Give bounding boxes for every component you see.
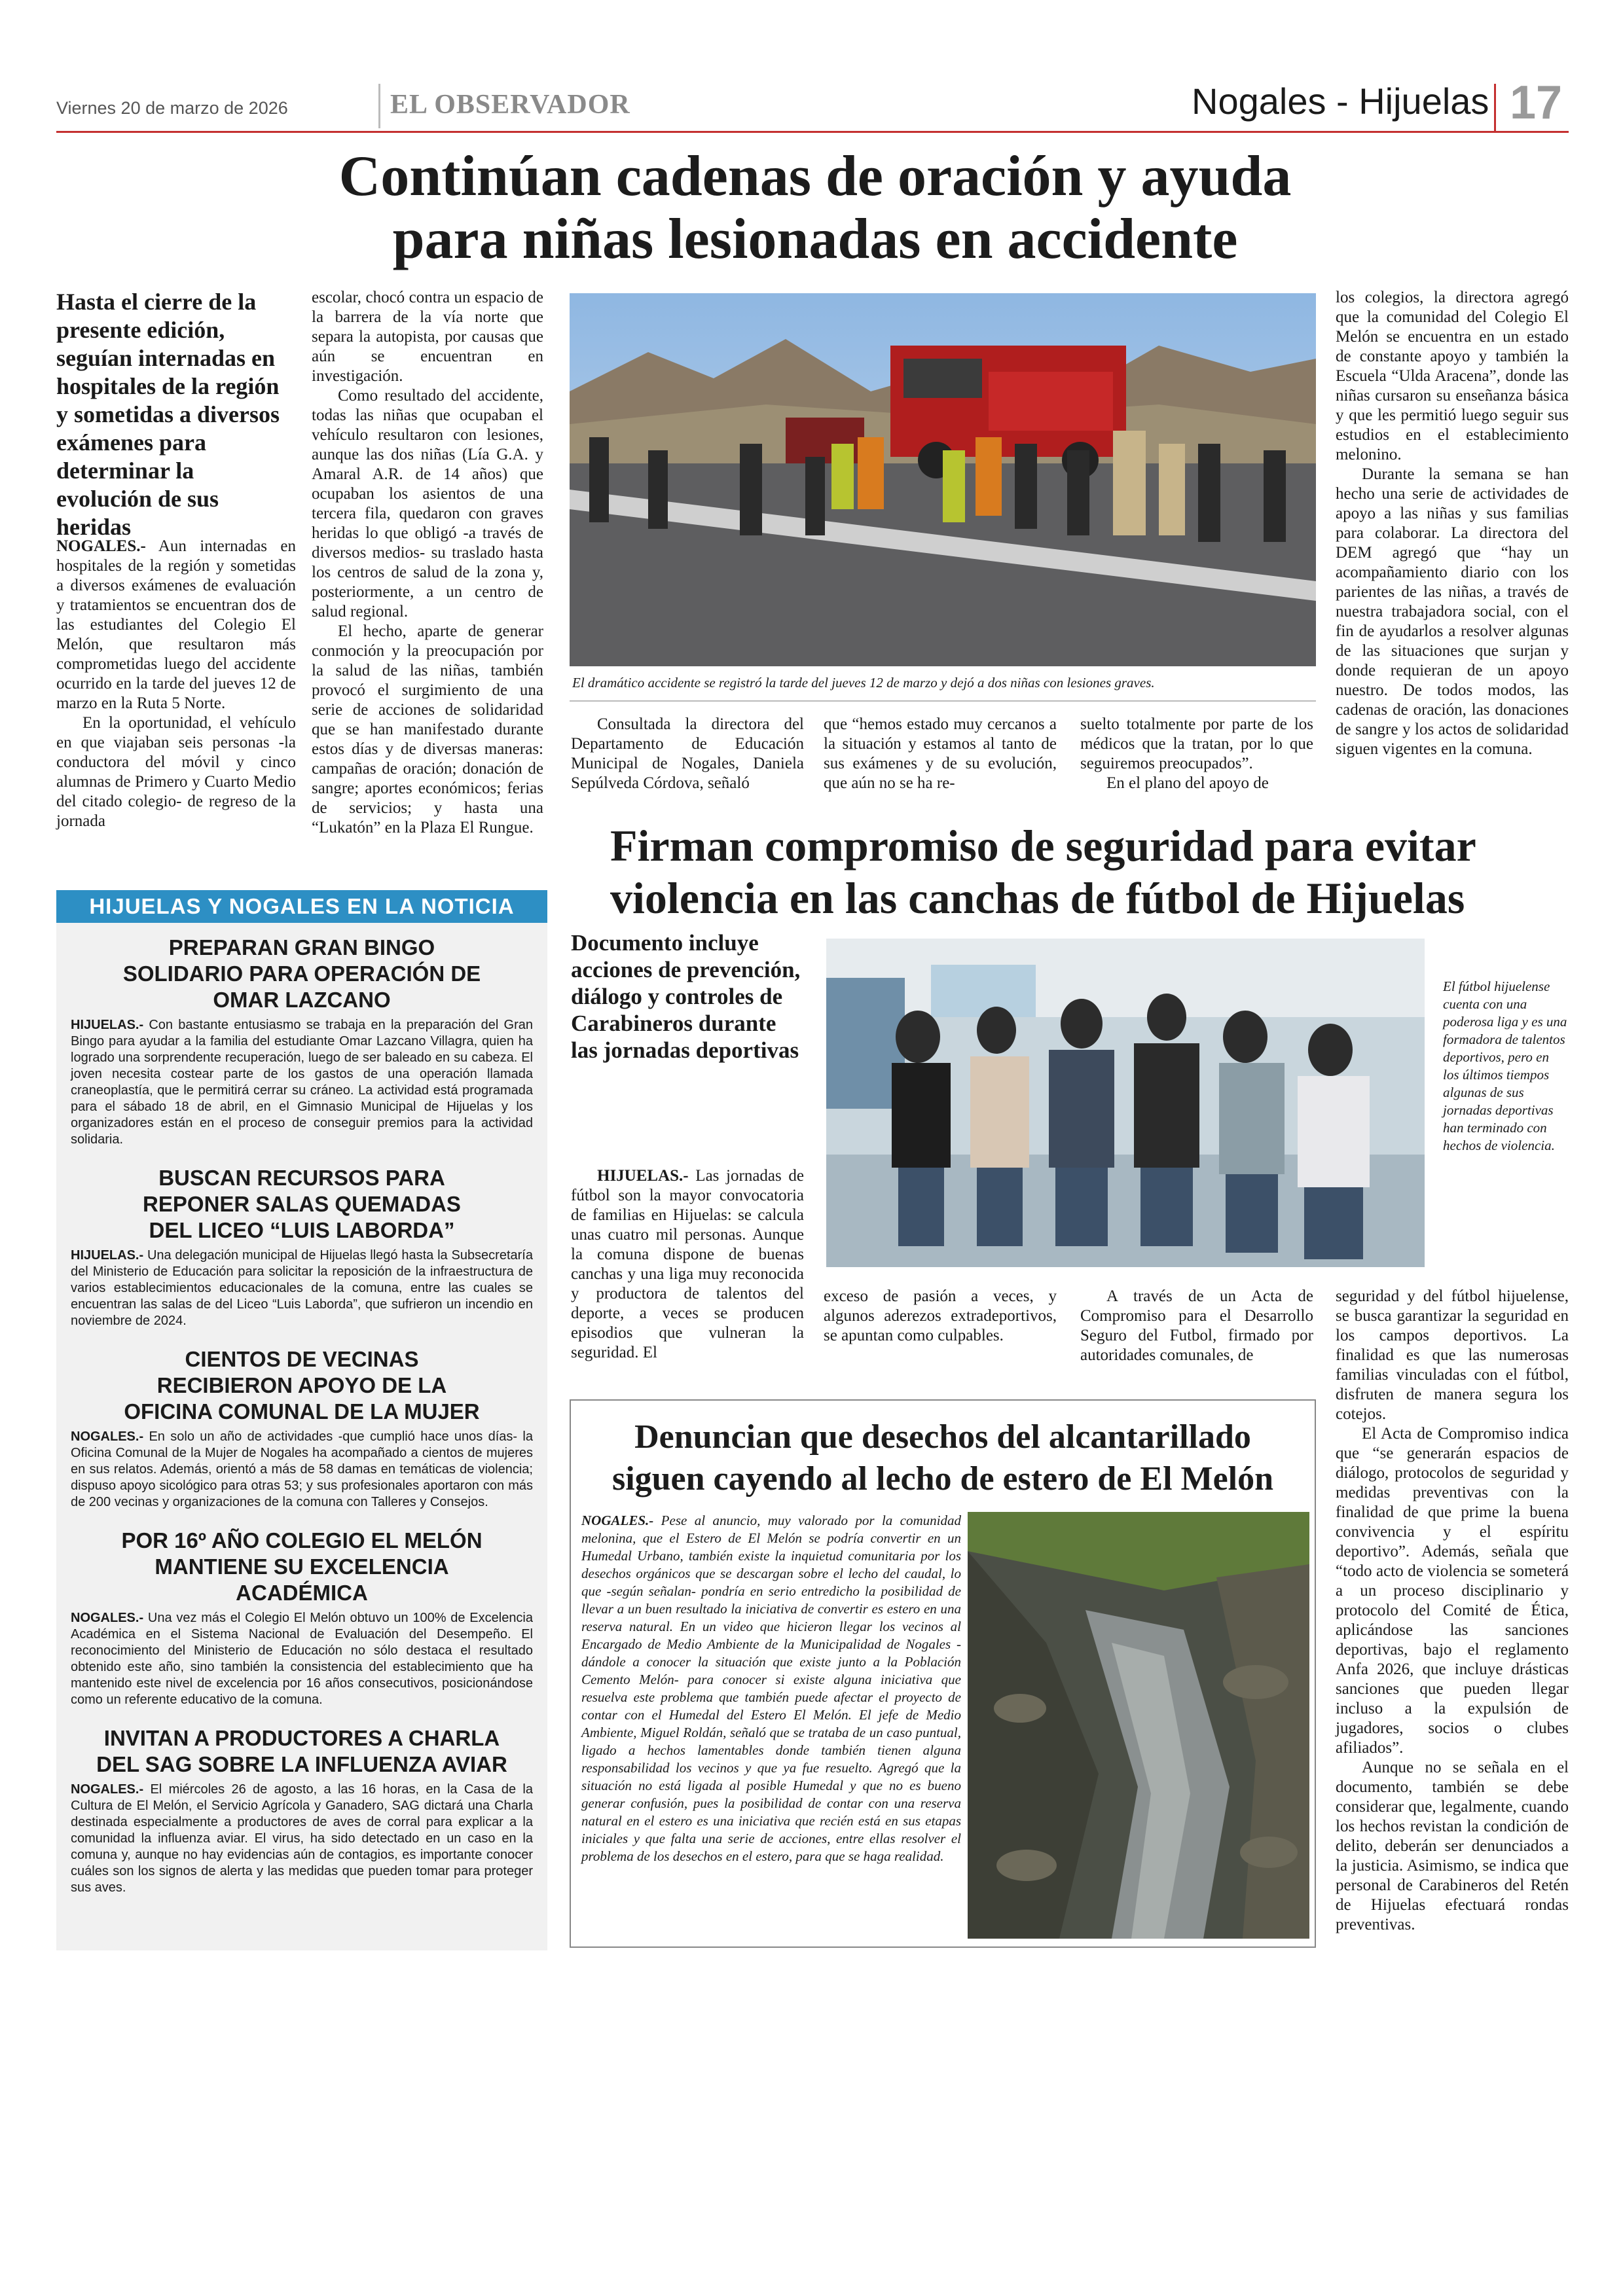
article1-col1-p1: Aun internadas en hospitales de la región y sometidas a diversos exámenes de evaluación y tratamientos se encuentran dos de las estudiantes del Colegio El Melón, que resultaron más comprometidas luego del accidente ocurrido en la tarde del jueves 12 de marzo en la Ruta 5 Norte. — [56, 537, 297, 712]
article2-dateline: HIJUELAS.- — [597, 1167, 689, 1185]
masthead: EL OBSERVADOR — [390, 90, 630, 120]
news-item-title: BUSCAN RECURSOS PARA REPONER SALAS QUEMADAS DEL LICEO “LUIS LABORDA” — [143, 1166, 461, 1242]
news-item — [56, 1708, 547, 1896]
stream-photo-illustration — [968, 1512, 1309, 1939]
article3-body — [581, 1512, 961, 1865]
article1-subhead: Hasta el cierre de la presente edición, seguían internadas en hospitales de la región y sometidas a diversos exámenes para determinar la evolución de sus heridas — [56, 289, 280, 540]
news-item-body: Una vez más el Colegio El Melón obtuvo un 100% de Excelencia Académica en el Sistema Nacional de Evaluación del Desempeño. El reconocimiento del Ministerio de Educación no sólo destaca el resultado obtenido este año, sino también la consistencia del establecimiento que ha mantenido este nivel de excelencia por 16 años consecutivos, posicionándose como un referente educativo de la comuna. — [71, 1611, 534, 1707]
article2-col4 — [1336, 1287, 1569, 1935]
article1-col2-p2: Como resultado del accidente, todas las niñas que ocupaban el vehículo resultaron con lesiones, aunque las dos niñas (Lía G.A. y Amaral A.R. de 14 años) que ocupaban los asientos de una tercera fila, quedaron con graves heridas lo que obligó -a través de diversos medios- su traslado hasta los centros de salud de la zona y, posteriormente, a un centro de salud regional. — [312, 387, 543, 620]
article1-col1 — [56, 537, 296, 831]
article1-col6 — [1336, 288, 1569, 759]
article1-col4-p1: que “hemos estado muy cercanos a la situación y estamos al tanto de sus exámenes y de su evolución, que aún no se ha re- — [824, 715, 1057, 792]
news-item-body: En solo un año de actividades -que cumplió hace unos días- la Oficina Comunal de la Mujer de Nogales ha acompañado a cientos de mujeres en sus relatos. Además, orientó a más de 58 damas en temáticas de violencia; dispuso apoyo sicológico para otras 53; y sus profesionales aportaron con más de 200 vecinas y organizaciones de la comuna con Talleres y Consejos. — [71, 1429, 533, 1509]
news-item-dateline: HIJUELAS.- — [71, 1248, 144, 1263]
article3-headline — [571, 1416, 1315, 1500]
article1-col6-p2: Durante la semana se han hecho una serie de actividades de apoyo a las niñas y sus familias para colaborar. La directora del DEM agregó que “hay un acompañamiento diario con los parientes de las niñas, a través de nuestra trabajadora social, con el fin de ayudarlos a resolver algunas de las situaciones que surjan y donde requieran de un apoyo nuestro. De todos modos, las cadenas de oración, las donaciones de sangre y los actos de solidaridad siguen vigentes en la comuna. — [1336, 465, 1569, 758]
article2-col1 — [571, 1166, 804, 1363]
article3-headline-line1: Denuncian que desechos del alcantarillado — [634, 1418, 1251, 1456]
article2-col2 — [824, 1287, 1057, 1346]
article2-headline-line1: Firman compromiso de seguridad para evitar — [610, 821, 1476, 870]
news-item — [56, 1511, 547, 1708]
news-item-title: CIENTOS DE VECINAS RECIBIERON APOYO DE LA OFICINA COMUNAL DE LA MUJER — [124, 1347, 480, 1424]
article1-col5 — [1080, 715, 1313, 793]
accident-photo-illustration — [570, 293, 1316, 666]
news-item-body: Una delegación municipal de Hijuelas llegó hasta la Subsecretaría del Ministerio de Educación para solicitar la reposición de la infraestructura de varios establecimientos educacionales de la comuna, entre las cuales se encuentran las salas de del Liceo “Luis Laborda”, que sufrieron un incendio en noviembre de 2024. — [71, 1248, 533, 1328]
news-item-title: POR 16º AÑO COLEGIO EL MELÓN MANTIENE SU EXCELENCIA ACADÉMICA — [121, 1528, 483, 1605]
article2-headline-line2: violencia en las canchas de fútbol de Hijuelas — [610, 873, 1465, 923]
news-item-title: INVITAN A PRODUCTORES A CHARLA DEL SAG SOBRE LA INFLUENZA AVIAR — [96, 1726, 507, 1776]
article1-col2-p3: El hecho, aparte de generar conmoción y la preocupación por la salud de las niñas, también provocó el surgimiento de una serie de acciones de solidaridad que se han manifestado durante estos días y de diversas maneras: campañas de oración; donación de sangre; aportes económicos; ferias de servicios; y hasta una “Lukatón” en la Plaza El Rungue. — [312, 622, 543, 836]
article1-col2 — [312, 288, 543, 838]
news-item-dateline: NOGALES.- — [71, 1429, 144, 1444]
news-item-body: El miércoles 26 de agosto, a las 16 horas, en la Casa de la Cultura de El Melón, el Servicio Agrícola y Ganadero, SAG dictará una Charla destinada especialmente a productores de aves de corral para explicar a la comunidad la influenza aviar. El virus, ha sido detectado en un caso en la comuna y, aunque no hay evidencias aún de contagios, es importante conocer cuáles son los signos de alerta y las medidas que pueden tomar para proteger sus aves. — [71, 1782, 533, 1895]
accident-photo — [570, 293, 1316, 666]
article3-headline-line2: siguen cayendo al lecho de estero de El Melón — [611, 1460, 1274, 1498]
news-box — [56, 890, 547, 1950]
news-item — [56, 1329, 547, 1511]
article1-headline — [275, 145, 1355, 271]
article1-col5-p2: En el plano del apoyo de — [1106, 774, 1269, 792]
news-item-dateline: NOGALES.- — [71, 1611, 144, 1625]
article1-col1-p2: En la oportunidad, el vehículo en que viajaban seis personas -la conductora del móvil y cinco alumnas de Primero y Cuarto Medio del citado colegio- de regreso de la jornada — [56, 714, 296, 830]
football-meeting-photo — [826, 939, 1425, 1267]
article1-col2-p1: escolar, chocó contra un espacio de la barrera de la vía norte que separa la autopista, por causas que aún se encuentran en investigación. — [312, 289, 543, 385]
article2-col4-p1: seguridad y del fútbol hijuelense, se busca garantizar la seguridad en los campos deportivos. La finalidad es que las numerosas familias vinculadas con el fútbol, disfruten de manera segura los cotejos. — [1336, 1287, 1569, 1423]
article3-dateline: NOGALES.- — [581, 1513, 654, 1528]
football-photo-caption: El fútbol hijuelense cuenta con una poderosa liga y es una formadora de talentos deportivos, pero en los últimos tiempos algunas de sus jornadas deportivas han terminado con hechos de violencia. — [1443, 978, 1567, 1153]
stream-photo — [968, 1512, 1309, 1939]
section-name: Nogales - Hijuelas — [1192, 81, 1489, 122]
caption-rule — [570, 700, 1316, 702]
article3-body-text: Pese al anuncio, muy valorado por la comunidad melonina, que el Estero de El Melón se podría convertir en un Humedal Urbano, también existe la inquietud comunitaria por los desechos orgánicos que se descargan sobre el lecho del caudal, lo que -según señalan- pondría en serio entredicho la posibilidad de llevar a un buen resultado la iniciativa de convertir es estero en una reserva natural. En un video que hicieron llegar los vecinos al Encargado de Medio Ambiente de la Municipalidad de Nogales -dándole a conocer la situación que existe junto a la Población Cemento Melón- para conocer si existe alguna iniciativa que resuelva este problema que también puede afectar el proyecto de contar con el Humedal del Estero El Melón. El jefe de Medio Ambiente, Miguel Roldán, señaló que se trataba de un caso puntual, ligado a hechos lamentables donde también tienen alguna responsabilidad los vecinos y que ya fue resuelto. Agregó que la situación no está ligada al posible Humedal y que no es bueno generar confusión, pues la posibilidad de contar con una reserva natural en el estero es una iniciativa que recién está en sus etapas iniciales y que falta una serie de acciones, entre ellas resolver el problema de los desechos en el estero, para que se haga realidad. — [581, 1513, 961, 1864]
page-number: 17 — [1510, 77, 1563, 129]
article1-headline-line1: Continúan cadenas de oración y ayuda — [338, 145, 1292, 208]
header-divider-left — [378, 84, 380, 128]
news-item-body: Con bastante entusiasmo se trabaja en la preparación del Gran Bingo para ayudar a la familia del estudiante Omar Lazcano Villagra, quien ha logrado una sorprendente recuperación, luego de ser baleado en su cabeza. El joven necesita costear parte de los gastos de una operación llamada craneoplastía, que le permitirá cerrar su cráneo. La actividad está programada para el sábado 18 de abril, en el Gimnasio Municipal de Hijuelas y los organizadores están en el proceso de conseguir premios para la actividad solidaria. — [71, 1018, 533, 1147]
article1-col3-p1: Consultada la directora del Departamento de Educación Municipal de Nogales, Daniela Sepúlveda Córdova, señaló — [571, 715, 804, 792]
article2-col3-p1: A través de un Acta de Compromiso para el Desarrollo Seguro del Futbol, firmado por autoridades comunales, de — [1080, 1287, 1313, 1364]
article2-subhead: Documento incluye acciones de prevención, diálogo y controles de Carabineros durante las jornadas deportivas — [571, 930, 801, 1063]
article1-col6-p1: los colegios, la directora agregó que la comunidad del Colegio El Melón se encuentra en un estado de constante apoyo y también la Escuela “Ulda Aracena”, donde las niñas cursaron su enseñanza básica y que les permitió luego seguir sus estudios en el establecimiento melonino. — [1336, 289, 1569, 463]
article1-col4 — [824, 715, 1057, 793]
football-meeting-photo-illustration — [826, 939, 1425, 1267]
article2-col2-p1: exceso de pasión a veces, y algunos aderezos extradeportivos, se apuntan como culpables. — [824, 1287, 1057, 1344]
news-box-header: HIJUELAS Y NOGALES EN LA NOTICIA — [56, 890, 547, 923]
news-item-title: PREPARAN GRAN BINGO SOLIDARIO PARA OPERACIÓN DE OMAR LAZCANO — [122, 935, 481, 1012]
news-item — [56, 1148, 547, 1329]
article1-headline-line2: para niñas lesionadas en accidente — [392, 207, 1238, 271]
header-rule — [56, 131, 1569, 133]
article2-headline — [610, 819, 1573, 924]
article3-box — [570, 1399, 1316, 1948]
news-item-dateline: NOGALES.- — [71, 1782, 144, 1797]
article2-col4-p3: Aunque no se señala en el documento, también se debe considerar que, legalmente, cuando los hechos revistan la condición de delito, deberán ser denunciados a la justicia. Asimismo, se indica que personal de Carabineros del Retén de Hijuelas efectuará rondas preventivas. — [1336, 1759, 1569, 1933]
header-divider-right — [1494, 84, 1496, 131]
issue-date: Viernes 20 de marzo de 2026 — [56, 98, 288, 118]
article2-col3 — [1080, 1287, 1313, 1365]
article2-col1-p1: Las jornadas de fútbol son la mayor convocatoria de familias en Hijuelas: se calcula unas cuatro mil personas. Aunque la comuna dispone de buenas canchas y una liga muy reconocida y productora de talentos del deporte, a veces se producen episodios que vulneran la seguridad. El — [571, 1167, 805, 1361]
article1-col3 — [571, 715, 804, 793]
article1-col5-p1: suelto totalmente por parte de los médicos que la tratan, por lo que seguiremos preocupados”. — [1080, 715, 1313, 772]
news-item — [56, 923, 547, 1148]
article1-dateline: NOGALES.- — [56, 537, 146, 555]
accident-photo-caption: El dramático accidente se registró la tarde del jueves 12 de marzo y dejó a dos niñas con lesiones graves. — [572, 675, 1155, 691]
article2-col4-p2: El Acta de Compromiso indica que “se generarán espacios de diálogo, protocolos de seguridad y medidas preventivas con la finalidad de que prime la buena convivencia y el espíritu deportivo”. Además, señala que “todo acto de violencia se someterá a un proceso disciplinario y protocolo del Comité de Ética, aplicándose las sanciones deportivas, bajo el reglamento Anfa 2026, que incluye drásticas sanciones que pueden llegar incluso a la expulsión de jugadores, socios o clubes afiliados”. — [1336, 1425, 1569, 1757]
news-item-dateline: HIJUELAS.- — [71, 1018, 144, 1032]
